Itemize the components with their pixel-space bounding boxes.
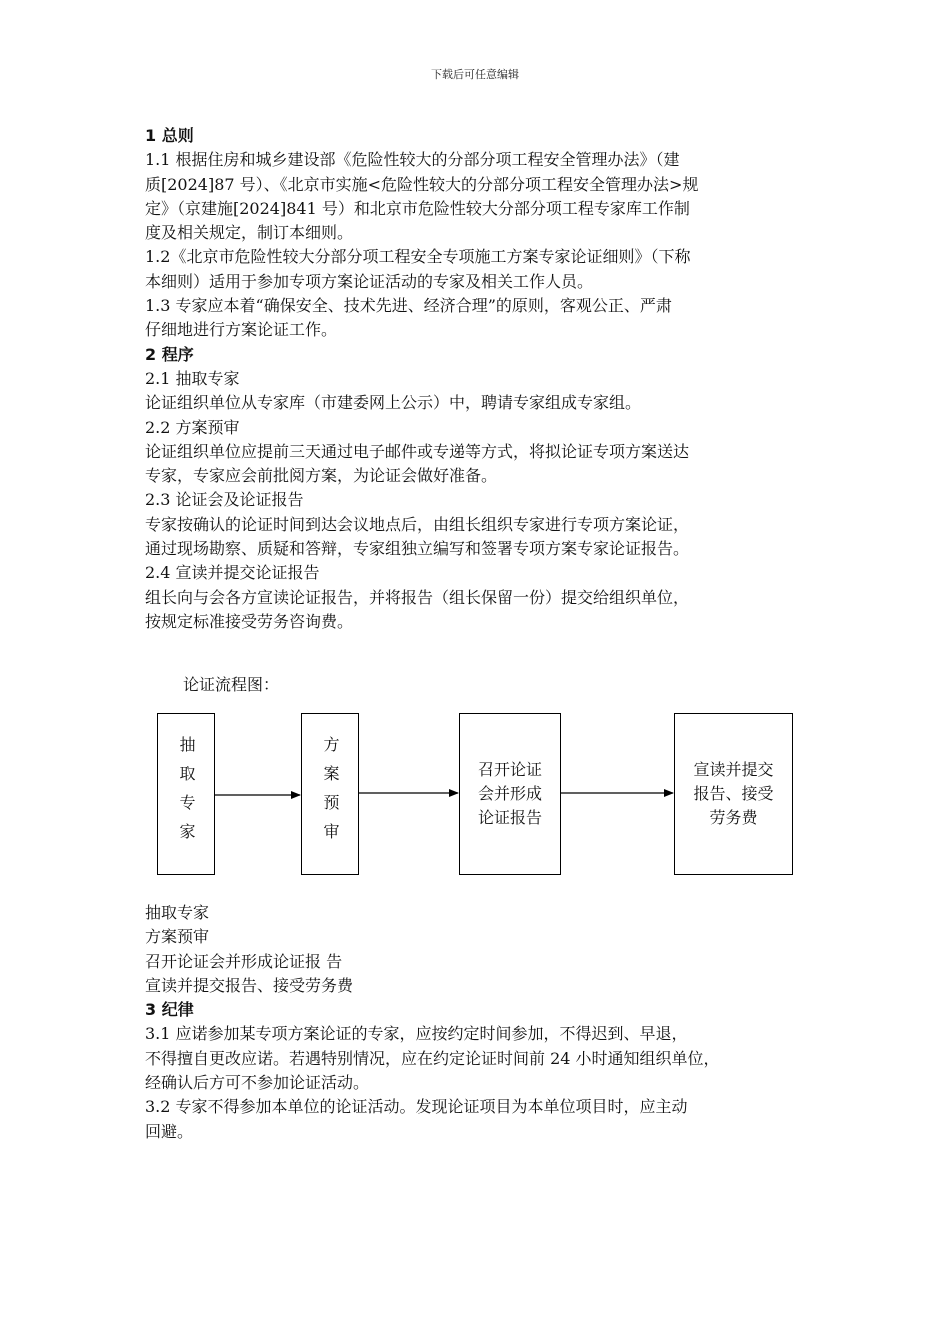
flow-step-line: 论证报告 (477, 808, 542, 827)
paragraph-line: 论证组织单位从专家库（市建委网上公示）中，聘请专家组成专家组。 (145, 393, 642, 413)
paragraph-line: 定》（京建施[2024]841 号）和北京市危险性较大分部分项工程专家库工作制 (145, 198, 690, 218)
flow-step-line: 报告、接受 (693, 784, 774, 803)
paragraph-line: 召开论证会并形成论证报 告 (145, 951, 343, 971)
paragraph-line: 3.2 专家不得参加本单位的论证活动。发现论证项目为本单位项目时，应主动 (145, 1097, 688, 1117)
paragraph-line: 2.1 抽取专家 (145, 368, 240, 388)
paragraph-line: 2.3 论证会及论证报告 (145, 490, 304, 510)
paragraph-line: 抽取专家 (145, 903, 210, 922)
document-body-bottom (145, 901, 825, 1144)
page-header-note: 下载后可任意编辑 (431, 68, 519, 81)
paragraph-line: 2.4 宣读并提交论证报告 (145, 563, 320, 583)
paragraph-line: 回避。 (145, 1121, 194, 1141)
paragraph-line: 本细则）适用于参加专项方案论证活动的专家及相关工作人员。 (145, 271, 594, 291)
paragraph-line: 仔细地进行方案论证工作。 (145, 320, 338, 340)
paragraph-line: 方案预审 (145, 927, 210, 947)
paragraph-line: 3.1 应诺参加某专项方案论证的专家，应按约定时间参加，不得迟到、早退， (145, 1024, 688, 1044)
section-heading-1: 1 总则 (145, 126, 194, 145)
paragraph-line: 经确认后方可不参加论证活动。 (145, 1073, 370, 1093)
paragraph-line: 论证组织单位应提前三天通过电子邮件或专递等方式，将拟论证专项方案送达 (145, 441, 690, 461)
flow-step-line: 劳务费 (709, 808, 758, 827)
section-heading-3: 3 纪律 (145, 1000, 194, 1020)
section-heading-2: 2 程序 (145, 344, 194, 364)
paragraph-line: 1.1 根据住房和城乡建设部《危险性较大的分部分项工程安全管理办法》（建 (145, 150, 680, 170)
flow-step-line: 会并形成 (477, 784, 542, 803)
paragraph-line: 宣读并提交报告、接受劳务费 (145, 975, 354, 995)
paragraph-line: 1.2《北京市危险性较大分部分项工程安全专项施工方案专家论证细则》（下称 (145, 247, 691, 267)
paragraph-line: 专家，专家应会前批阅方案，为论证会做好准备。 (145, 466, 498, 486)
paragraph-line: 不得擅自更改应诺。若遇特别情况，应在约定论证时间前 24 小时通知组织单位， (145, 1048, 720, 1068)
paragraph-line: 组长向与会各方宣读论证报告，并将报告（组长保留一份）提交给组织单位， (145, 587, 690, 607)
paragraph-line: 质[2024]87 号）、《北京市实施<危险性较大的分部分项工程安全管理办法>规 (145, 174, 699, 194)
paragraph-line: 度及相关规定，制订本细则。 (145, 223, 354, 243)
paragraph-line: 按规定标准接受劳务咨询费。 (145, 611, 354, 631)
flow-step-line: 召开论证 (477, 760, 542, 779)
paragraph-line: 2.2 方案预审 (145, 417, 240, 437)
paragraph-line: 通过现场勘察、质疑和答辩，专家组独立编写和签署专项方案专家论证报告。 (145, 539, 690, 559)
paragraph-line: 1.3 专家应本着“确保安全、技术先进、经济合理”的原则，客观公正、严肃 (145, 296, 672, 316)
paragraph-line: 专家按确认的论证时间到达会议地点后，由组长组织专家进行专项方案论证， (145, 514, 690, 534)
flow-step-pre-review: 方案预审 (301, 713, 359, 875)
flowchart-caption: 论证流程图： (183, 675, 280, 694)
flow-step-extract-experts: 抽取专家 (157, 713, 215, 875)
flow-step-line: 宣读并提交 (693, 760, 774, 779)
